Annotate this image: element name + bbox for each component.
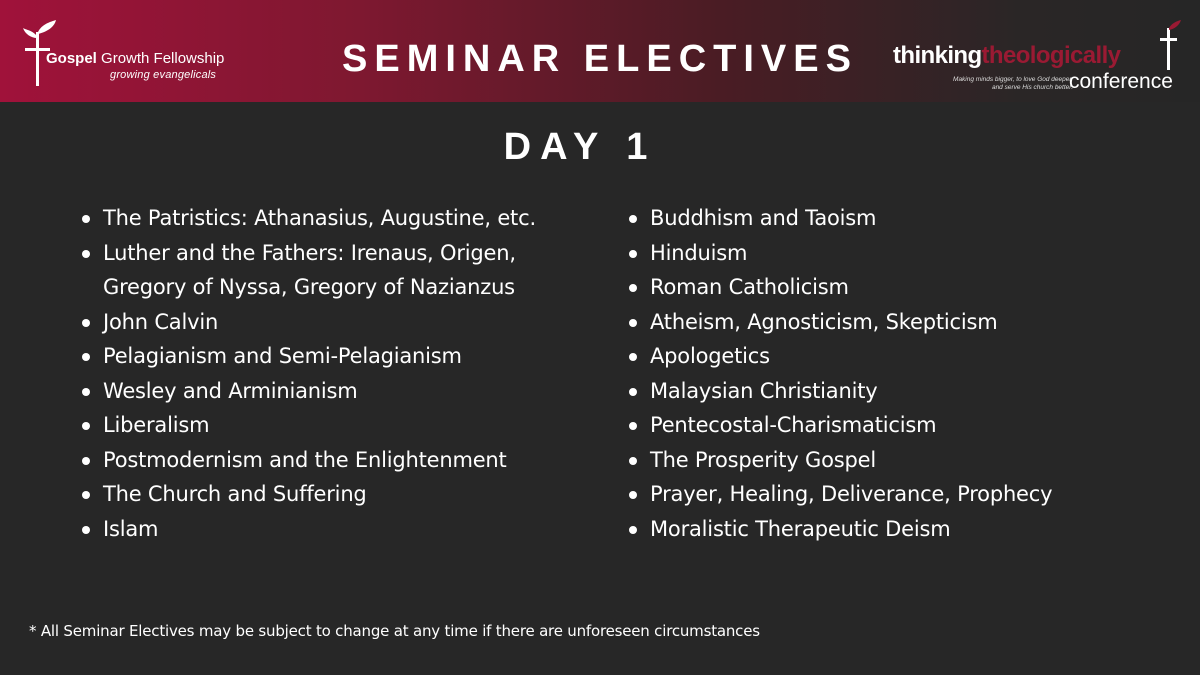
list-item: Islam [80,512,600,547]
list-item: Apologetics [627,339,1187,374]
header-banner [0,0,1200,102]
brand-wordmark: thinkingtheologically [893,42,1121,69]
list-item: Postmodernism and the Enlightenment [80,443,600,478]
list-item: Moralistic Therapeutic Deism [627,512,1187,547]
list-item: John Calvin [80,305,600,340]
list-item: Malaysian Christianity [627,374,1187,409]
list-item: Pentecostal-Charismaticism [627,408,1187,443]
list-item: Prayer, Healing, Deliverance, Prophecy [627,477,1187,512]
electives-list-right [627,201,1187,546]
gospel-growth-fellowship-logo [22,20,262,90]
list-item: Wesley and Arminianism [80,374,600,409]
electives-list-left [80,201,600,546]
list-item: The Patristics: Athanasius, Augustine, etc. [80,201,600,236]
footnote: * All Seminar Electives may be subject to change at any time if there are unforeseen circumstances [29,622,760,640]
list-item: Buddhism and Taoism [627,201,1187,236]
org-tagline: growing evangelicals [110,69,217,81]
conference-label: conference [1069,70,1173,93]
list-item: Liberalism [80,408,600,443]
list-item: Pelagianism and Semi-Pelagianism [80,339,600,374]
day-heading: DAY 1 [503,126,657,168]
list-item: Roman Catholicism [627,270,1187,305]
brand-motto: Making minds bigger, to love God deeper, and serve His church better. [953,76,1073,91]
list-item: The Church and Suffering [80,477,600,512]
thinking-theologically-logo [893,20,1188,94]
list-item: The Prosperity Gospel [627,443,1187,478]
cross-icon [1155,20,1181,70]
list-item: Atheism, Agnosticism, Skepticism [627,305,1187,340]
list-item: Luther and the Fathers: Irenaus, Origen, Gregory of Nyssa, Gregory of Nazianzus [80,236,600,305]
page-title: SEMINAR ELECTIVES [342,38,858,80]
list-item: Hinduism [627,236,1187,271]
org-name: Gospel Growth Fellowship [46,50,225,67]
